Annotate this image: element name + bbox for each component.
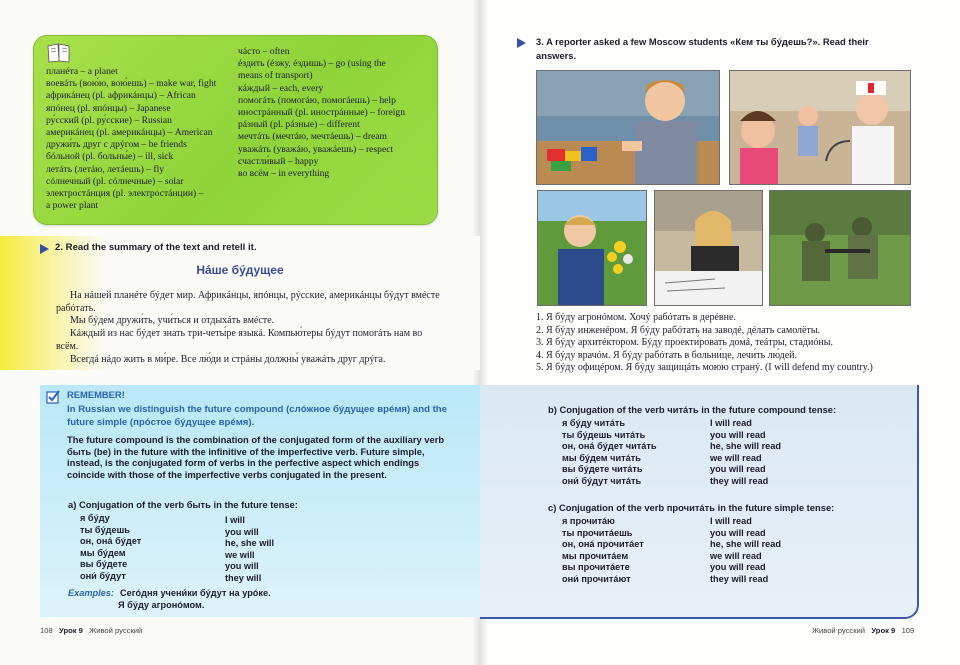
conjugation-translation: he, she will read — [710, 441, 781, 452]
conjugation-a-russian — [80, 513, 141, 583]
conjugation-translation: they will read — [710, 475, 769, 486]
vocab-entry: кáждый – each, every — [238, 82, 324, 94]
examples — [68, 588, 271, 611]
vocab-entry: африкáнец (pl. африкáнцы) – African — [46, 90, 196, 102]
answer-line: 5. Я бýду офицéром. Я бýду защищáть моюю странý. (I will defend my country.) — [536, 362, 873, 374]
footer-right — [812, 626, 914, 635]
conjugation-a-title: a) Conjugation of the verb быть in the future tense: — [68, 499, 298, 510]
task2-instruction: 2. Read the summary of the text and retell it. — [55, 242, 257, 253]
vocab-entry: помогáть (помогáю, помогáешь) – help — [238, 94, 396, 106]
vocab-entry: éздить (éзжу, éздишь) – go (using the — [238, 58, 386, 70]
vocab-entry: электростáнция (pl. электростáнции) – — [46, 188, 204, 200]
conjugation-translation: you will read — [710, 464, 766, 475]
vocab-entry: счастли́вый – happy — [238, 155, 319, 167]
vocab-entry: во всём – in everything — [238, 168, 330, 180]
lesson-label: Урок 9 — [59, 626, 83, 635]
conjugation-form: ты бýдешь читáть — [562, 429, 646, 440]
conjugation-form: я бýду читáть — [562, 418, 626, 428]
remember-heading: REMEMBER! — [67, 389, 125, 400]
lesson-label: Урок 9 — [871, 626, 896, 635]
conjugation-b-russian — [562, 418, 657, 488]
conjugation-form: мы бýдем читáть — [562, 452, 641, 463]
text-paragraph: Кáждый из нас бýдет знать три-четы́ре языкá. Компью́теры бýдут помогáть нам во всём. — [56, 328, 423, 352]
reading-text — [56, 290, 441, 366]
remember-explanation: The future compound is the combination of the conjugated form of the auxiliary verb быть (be) in the future with the infinitive of the imperfective verb. Future simple, instead, is the conjugated form of verbs in the perfective aspect which endings coincide with those of the imperfective verbs conjugated in the present. — [67, 434, 445, 480]
footer-left — [40, 626, 142, 635]
examples-label: Examples: — [68, 588, 114, 598]
conjugation-b-english — [710, 418, 781, 488]
vocab-entry: рáзный (pl. рáзные) – different — [238, 119, 360, 131]
conjugation-form: ты бýдешь — [80, 524, 130, 535]
conjugation-form: ты прочитáешь — [562, 527, 633, 538]
vocab-entry: чáсто – often — [238, 46, 290, 57]
conjugation-translation: we will read — [710, 550, 762, 561]
answer-line: 1. Я бýду агронóмом. Хочý рабóтать в дерéвне. — [536, 312, 736, 323]
conjugation-form: они́ бýдут — [80, 570, 126, 581]
vocab-entry: планéта – a planet — [46, 66, 118, 77]
photo-soldiers — [769, 190, 911, 306]
conjugation-form: вы прочитáете — [562, 562, 630, 573]
photo-girl-drawing — [654, 190, 763, 306]
conjugation-translation: we will read — [710, 452, 762, 463]
vocab-entry: бóльной (pl. больны́е) – ill, sick — [46, 151, 174, 163]
vocab-column-1 — [46, 66, 251, 212]
vocab-entry: уважáть (уважáю, уважáешь) – respect — [238, 143, 394, 155]
conjugation-translation: they will read — [710, 573, 769, 584]
conjugation-translation: you will read — [710, 527, 766, 538]
conjugation-form: они́ прочитáют — [562, 573, 631, 584]
conjugation-translation: I will — [225, 515, 245, 525]
vocab-entry: a power plant — [46, 200, 99, 212]
photo-boy-with-flowers — [537, 190, 647, 306]
photo-children-playing-doctor — [729, 70, 911, 185]
conjugation-translation: you will — [225, 561, 259, 572]
conjugation-form: мы прочитáем — [562, 550, 629, 561]
vocab-entry: летáть (летáю, летáешь) – fly — [46, 163, 165, 175]
conjugation-form: мы бýдем — [80, 547, 126, 558]
conjugation-form: он, онá прочитáет — [562, 539, 644, 550]
vocab-entry: дружи́ть друг с дрýгом – be friends — [46, 139, 187, 151]
page-number: 109 — [901, 626, 915, 635]
task3-answers — [536, 312, 926, 375]
conjugation-translation: I will read — [710, 418, 752, 428]
conjugation-form: вы бýдете читáть — [562, 464, 643, 475]
conjugation-form: он, онá бýдет — [80, 536, 142, 547]
conjugation-form: я прочитáю — [562, 516, 615, 526]
vocab-entry: мечтáть (мечтáю, мечтáешь) – dream — [238, 131, 388, 143]
conjugation-form: вы бýдете — [80, 559, 128, 570]
vocab-entry: means of transport) — [238, 70, 313, 82]
conjugation-form: они́ бýдут читáть — [562, 475, 642, 486]
answer-line: 4. Я бýду врачóм. Я бýду рабóтать в больни́це, лечи́ть лю́дей. — [536, 349, 797, 361]
arrow-marker-icon — [517, 38, 526, 48]
remember-intro: In Russian we distinguish the future compound (слóжное бýдущее врéмя) and the future simple (прóстое бýдущее врéмя). — [67, 404, 448, 428]
page-number: 108 — [40, 626, 53, 635]
example-sentence: Я бýду агронóмом. — [118, 599, 205, 610]
conjugation-b-title: b) Conjugation of the verb читáть in the future compound tense: — [548, 404, 837, 415]
vocab-column-2 — [238, 46, 434, 180]
vocab-entry: ру́сский (pl. ру́сские) – Russian — [46, 114, 172, 126]
remember-box — [40, 385, 480, 617]
conjugation-translation: you will — [225, 526, 259, 537]
conjugation-form: я бýду — [80, 513, 110, 523]
checkmark-icon — [46, 390, 60, 404]
conjugation-form: он, онá бýдет читáть — [562, 441, 657, 452]
photo-boy-with-blocks — [536, 70, 720, 185]
remember-box-continued — [480, 385, 919, 619]
book-icon — [46, 42, 72, 64]
text-paragraph: Мы бýдем дружи́ть, учи́ться и отдыхáть вмéсте. — [70, 315, 275, 327]
text-title: Нáше бýдущее — [196, 263, 284, 277]
conjugation-c-english — [710, 516, 781, 586]
answer-line: 3. Я бýду архитéктором. Бýду проекти́ровать домá, теáтры, стадиóны. — [536, 337, 833, 349]
example-sentence: Сегóдня учени́ки бýдут на урóке. — [119, 588, 271, 598]
conjugation-translation: he, she will read — [710, 539, 781, 550]
vocab-entry: америкáнец (pl. америкáнцы) – American — [46, 127, 213, 139]
book-title: Живой русский — [89, 626, 143, 635]
vocab-entry: сóлнечный (pl. сóлнечные) – solar — [46, 175, 184, 187]
vocab-entry: япóнец (pl. япóнцы) – Japanese — [46, 102, 171, 114]
conjugation-translation: they will — [225, 572, 262, 583]
vocabulary-box — [33, 35, 438, 225]
text-paragraph: На нáшей планéте бýдет мир. Африкáнцы, япóнцы, рýсские, америкáнцы бýдут вмéсте рабóтать. — [56, 290, 440, 314]
arrow-marker-icon — [40, 244, 49, 254]
conjugation-c-russian — [562, 516, 644, 586]
conjugation-translation: we will — [225, 549, 255, 560]
book-title: Живой русский — [812, 626, 866, 635]
answer-line: 2. Я бýду инженéром. Я бýду рабóтать на заводé, дéлать самолёты. — [536, 324, 821, 336]
conjugation-translation: he, she will — [225, 538, 275, 549]
text-paragraph: Всегдá нáдо жить в ми́ре. Все лю́ди и стрáны должны́ уважáть друг дрýга. — [70, 353, 386, 365]
conjugation-c-title: c) Conjugation of the verb прочитáть in the future simple tense: — [548, 502, 835, 513]
conjugation-translation: you will read — [710, 562, 766, 573]
conjugation-a-english — [225, 515, 274, 585]
conjugation-translation: you will read — [710, 429, 766, 440]
vocab-entry: воевáть (вою́ю, вою́ешь) – make war, fight — [46, 78, 217, 90]
task3-instruction: 3. A reporter asked a few Moscow students «Кем ты бýдешь?». Read their answers. — [536, 36, 869, 61]
conjugation-translation: I will read — [710, 516, 752, 526]
vocab-entry: инострáнный (pl. инострáнные) – foreign — [238, 107, 406, 119]
